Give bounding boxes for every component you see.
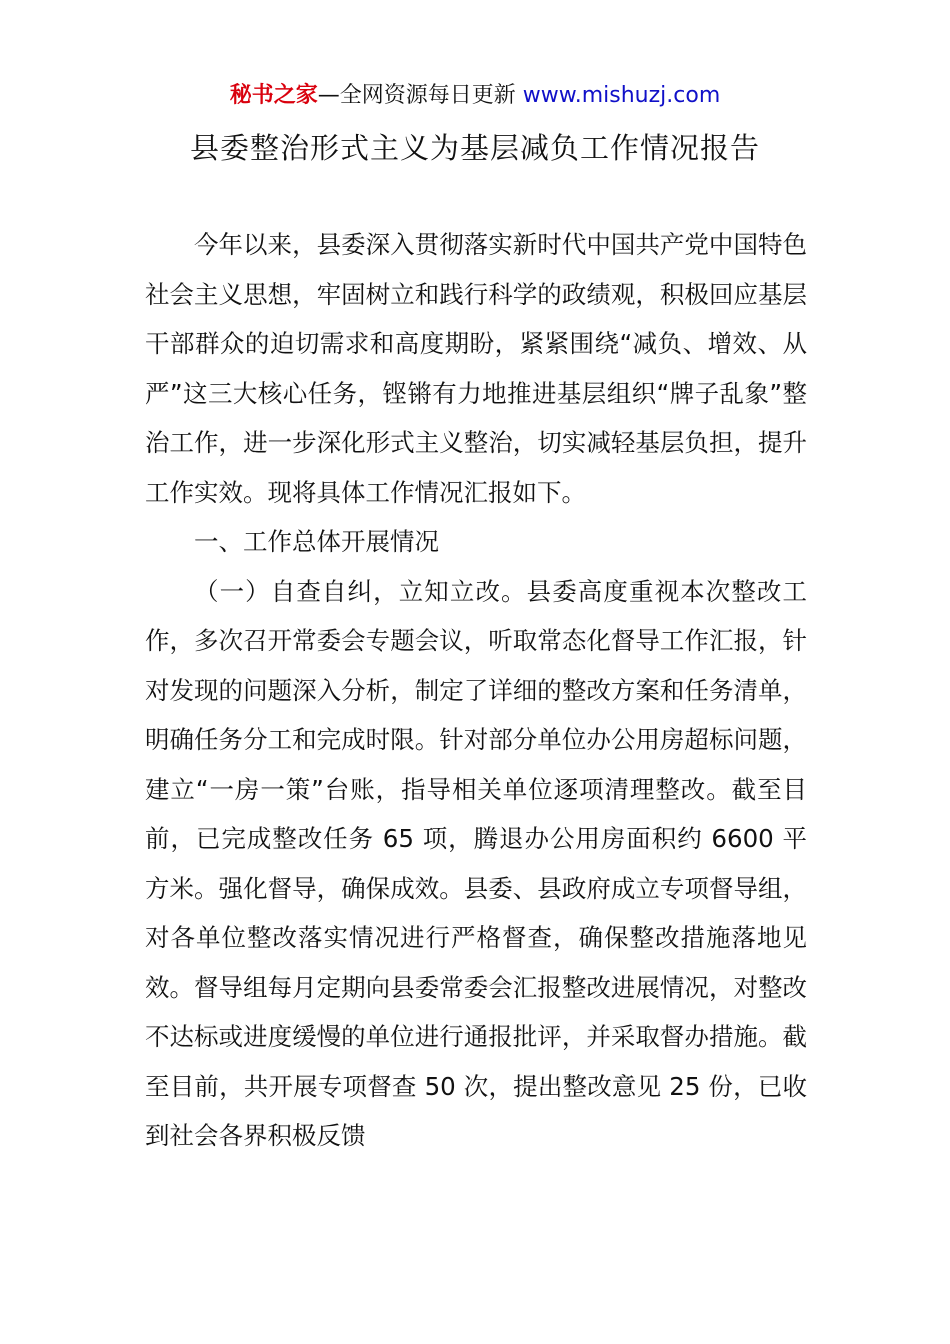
section-heading: 一、工作总体开展情况 [194,527,439,556]
intro-paragraph: 今年以来，县委深入贯彻落实新时代中国共产党中国特色社会主义思想，牢固树立和践行科学的政绩观，积极回应基层干部群众的迫切需求和高度期盼，紧紧围绕“减负、增效、从严”这三大核心任务，铿锵有力地推进基层组织“牌子乱象”整治工作，进一步深化形式主义整治，切实减轻基层负担，提升工作实效。现将具体工作情况汇报如下。 [145,230,807,507]
brand-name: 秘书之家 [229,83,318,108]
header-slogan: —全网资源每日更新 [317,83,523,108]
site-url[interactable]: www.mishuzj.com [522,83,721,108]
site-header [0,80,950,112]
document-body [145,220,807,1161]
document-title: 县委整治形式主义为基层减负工作情况报告 [189,131,760,165]
section-paragraph: （一）自查自纠，立知立改。县委高度重视本次整改工作，多次召开常委会专题会议，听取常态化督导工作汇报，针对发现的问题深入分析，制定了详细的整改方案和任务清单，明确任务分工和完成时限。针对部分单位办公用房超标问题，建立“一房一策”台账，指导相关单位逐项清理整改。截至目前，已完成整改任务 65 项，腾退办公用房面积约 6600 平方米。强化督导，确保成效。县委、县政府成立专项督导组，对各单位整改落实情况进行严格督查，确保整改措施落地见效。督导组每月定期向县委常委会汇报整改进展情况，对整改不达标或进度缓慢的单位进行通报批评，并采取督办措施。截至目前，共开展专项督查 50 次，提出整改意见 25 份，已收到社会各界积极反馈 [145,576,807,1150]
